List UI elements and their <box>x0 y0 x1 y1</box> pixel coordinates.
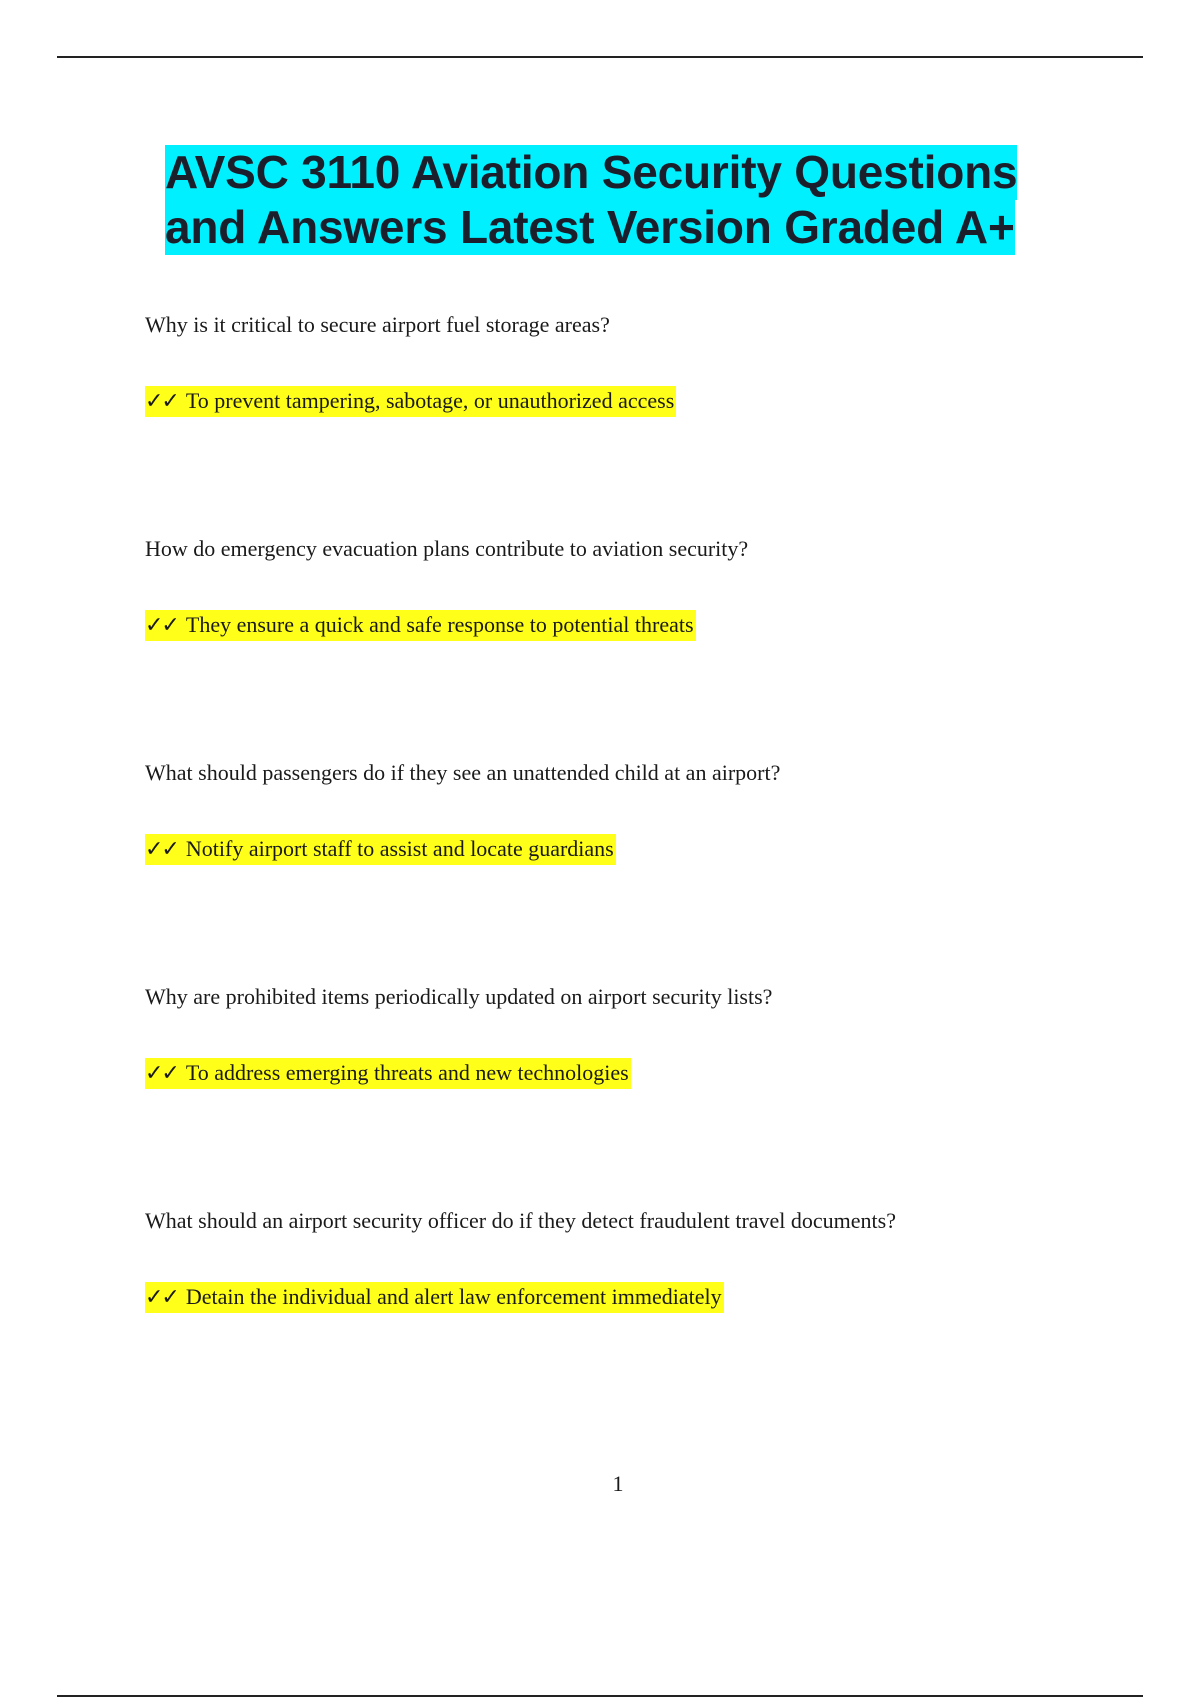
answer-highlight <box>145 610 696 641</box>
answer-highlight <box>145 1282 724 1313</box>
answer-text: They ensure a quick and safe response to potential threats <box>185 612 694 637</box>
question-text: What should an airport security officer do if they detect fraudulent travel documents? <box>145 1208 896 1233</box>
question-text: How do emergency evacuation plans contribute to aviation security? <box>145 536 749 561</box>
top-rule <box>57 56 1143 58</box>
answer-text: Detain the individual and alert law enforcement immediately <box>185 1284 722 1309</box>
question-text: Why are prohibited items periodically updated on airport security lists? <box>145 984 773 1009</box>
question-text: Why is it critical to secure airport fuel storage areas? <box>145 312 610 337</box>
answer-text: To prevent tampering, sabotage, or unauthorized access <box>185 388 675 413</box>
qa-item-4 <box>145 983 1145 1086</box>
answer-text: To address emerging threats and new technologies <box>185 1060 629 1085</box>
document-title <box>165 145 1069 255</box>
double-check-icon: ✓✓ <box>145 389 178 414</box>
title-line-1: AVSC 3110 Aviation Security Questions <box>165 146 1018 198</box>
double-check-icon: ✓✓ <box>145 1285 178 1310</box>
answer-highlight <box>145 1058 631 1089</box>
double-check-icon: ✓✓ <box>145 837 178 862</box>
double-check-icon: ✓✓ <box>145 1061 178 1086</box>
bottom-rule <box>57 1695 1143 1697</box>
double-check-icon: ✓✓ <box>145 613 178 638</box>
title-line-2: and Answers Latest Version Graded A+ <box>165 201 1015 253</box>
answer-highlight <box>145 386 676 417</box>
qa-item-2 <box>145 535 1145 638</box>
question-text: What should passengers do if they see an unattended child at an airport? <box>145 760 781 785</box>
answer-highlight <box>145 834 616 865</box>
qa-item-3 <box>145 759 1145 862</box>
qa-item-1 <box>145 311 1145 414</box>
page-number: 1 <box>612 1471 624 1496</box>
qa-item-5 <box>145 1207 1145 1310</box>
answer-text: Notify airport staff to assist and locate guardians <box>185 836 614 861</box>
